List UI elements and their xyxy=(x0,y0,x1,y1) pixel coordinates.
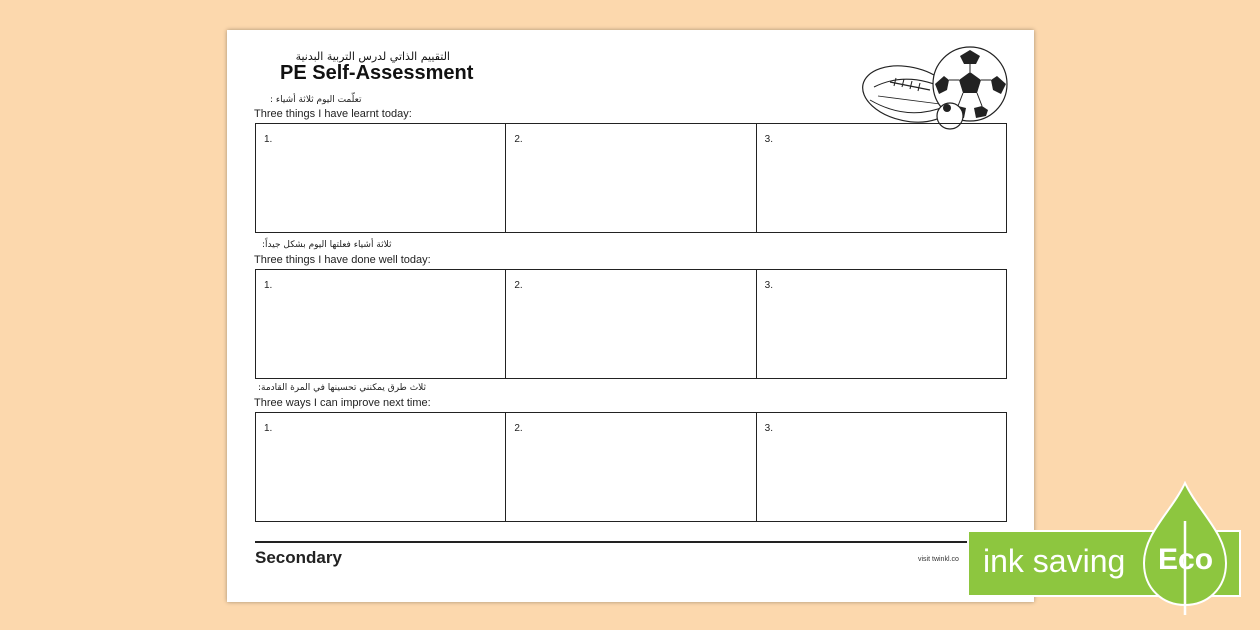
section-3-answer-row xyxy=(255,412,1007,522)
answer-number: 2. xyxy=(514,423,523,434)
answer-number: 3. xyxy=(764,280,773,291)
section-3-arabic-label: ثلاث طرق يمكنني تحسينها في المرة القادمة: xyxy=(258,383,427,393)
answer-number: 3. xyxy=(764,423,773,434)
section-2-label: Three things I have done well today: xyxy=(254,254,431,266)
answer-box[interactable] xyxy=(506,124,756,232)
section-1-arabic-label: تعلّمت اليوم ثلاثة أشياء : xyxy=(270,95,362,105)
answer-box[interactable] xyxy=(256,413,506,521)
answer-box[interactable] xyxy=(506,270,756,378)
section-1-answer-row xyxy=(255,123,1007,233)
answer-box[interactable] xyxy=(506,413,756,521)
answer-number: 3. xyxy=(764,134,773,145)
answer-number: 1. xyxy=(264,134,273,145)
arabic-title: التقييم الذاتي لدرس التربية البدنية xyxy=(295,50,450,63)
answer-box[interactable] xyxy=(757,270,1006,378)
badge-eco-label: Eco xyxy=(1158,543,1214,576)
website-link[interactable]: visit twinkl.co xyxy=(918,556,959,563)
level-label: Secondary xyxy=(255,548,342,567)
page-title: PE Self-Assessment xyxy=(280,62,474,84)
ink-saving-badge xyxy=(967,481,1260,616)
answer-box[interactable] xyxy=(757,124,1006,232)
footer-divider xyxy=(255,541,1007,543)
section-2-arabic-label: ثلاثة أشياء فعلتها اليوم بشكل جيداً: xyxy=(262,240,392,250)
answer-number: 1. xyxy=(264,423,273,434)
section-1-label: Three things I have learnt today: xyxy=(254,108,412,120)
answer-box[interactable] xyxy=(256,270,506,378)
answer-number: 1. xyxy=(264,280,273,291)
badge-text: ink saving xyxy=(983,543,1126,579)
section-3-label: Three ways I can improve next time: xyxy=(254,397,431,409)
answer-box[interactable] xyxy=(256,124,506,232)
answer-number: 2. xyxy=(514,134,523,145)
section-2-answer-row xyxy=(255,269,1007,379)
football-and-soccer-ball-icon xyxy=(860,42,1010,132)
answer-number: 2. xyxy=(514,280,523,291)
